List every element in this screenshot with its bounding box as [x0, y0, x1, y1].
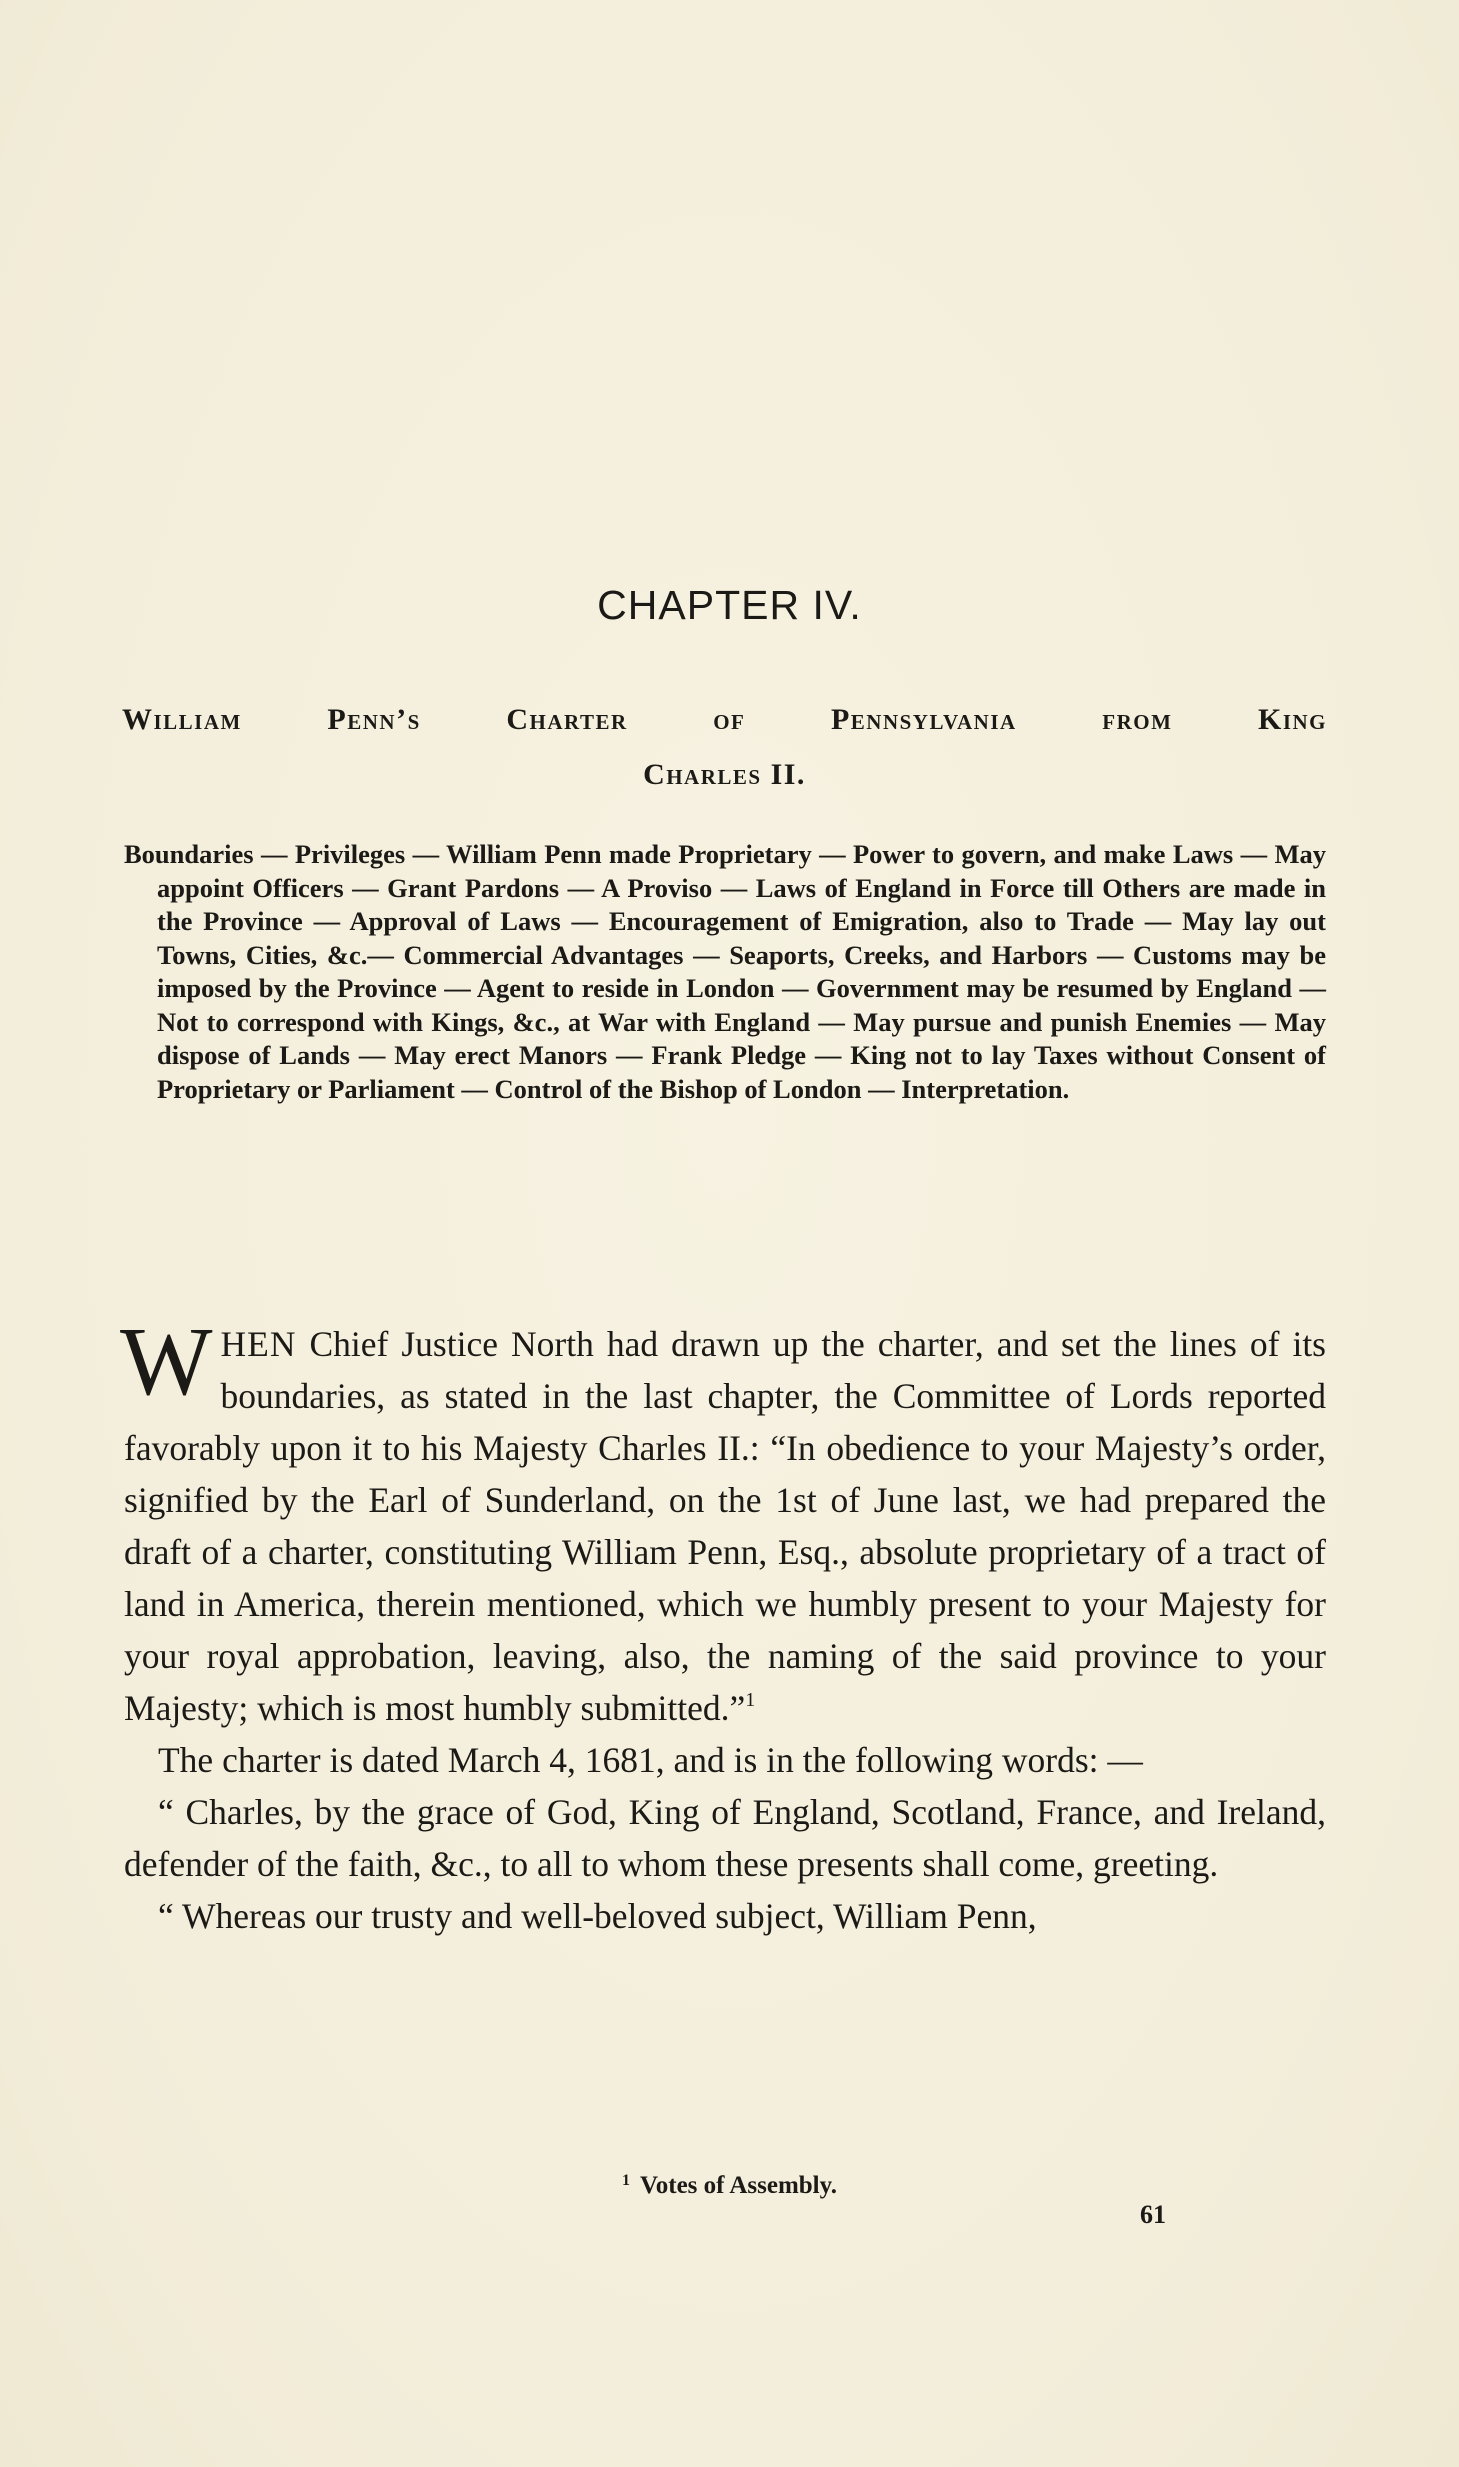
footnote: [0, 2172, 1459, 2200]
footnote-reference[interactable]: 1: [745, 1689, 756, 1711]
footnote-text: Votes of Assembly.: [639, 2172, 837, 2199]
chapter-heading: [122, 692, 1327, 802]
paragraph-1: [120, 1308, 1326, 1734]
paragraph-4: “ Whereas our trusty and well-beloved subject, William Penn,: [158, 1896, 1037, 1936]
paragraph-2: The charter is dated March 4, 1681, and is in the following words: —: [158, 1740, 1143, 1780]
chapter-heading-line-2: Charles II.: [643, 758, 806, 791]
body-text: [120, 1308, 1326, 1942]
chapter-summary: Boundaries — Privileges — William Penn made Proprietary — Power to govern, and make Laws — May appoint Officers — Grant Pardons — A Proviso — Laws of England in Force till Others are made in the Province — Approval of Laws — Encouragement of Emigration, also to Trade — May lay out Towns, Cities, &c.— Commercial Advantages — Seaports, Creeks, and Harbors — Customs may be imposed by the Province — Agent to reside in London — Government may be resumed by England — Not to correspond with Kings, &c., at War with England — May pursue and punish Enemies — May dispose of Lands — May erect Manors — Frank Pledge — King not to lay Taxes without Consent of Proprietary or Parliament — Control of the Bishop of London — Interpretation.: [124, 839, 1326, 1104]
page-number: 61: [1140, 2200, 1166, 2229]
chapter-heading-line-1: William Penn’s Charter of Pennsylvania from King: [122, 703, 1327, 736]
paragraph-3: “ Charles, by the grace of God, King of England, Scotland, France, and Ireland, defender of the faith, &c., to all to whom these presents shall come, greeting.: [124, 1792, 1326, 1884]
paragraph-1-text: Chief Justice North had drawn up the charter, and set the lines of its boundaries, as stated in the last chapter, the Committee of Lords reported favorably upon it to his Majesty Charles II.: “In obedience to your Majesty’s order, signified by the Earl of Sunderland, on the 1st of June last, we had prepared the draft of a charter, constituting William Penn, Esq., absolute proprietary of a tract of land in America, therein mentioned, which we humbly present to your Majesty for your royal approbation, leaving, also, the naming of the said province to your Majesty; which is most humbly submitted.”: [124, 1324, 1326, 1728]
chapter-title: CHAPTER IV.: [597, 582, 862, 628]
footnote-marker: 1: [621, 2172, 630, 2189]
opening-small-caps: HEN: [220, 1324, 297, 1364]
drop-cap: W: [120, 1308, 211, 1416]
